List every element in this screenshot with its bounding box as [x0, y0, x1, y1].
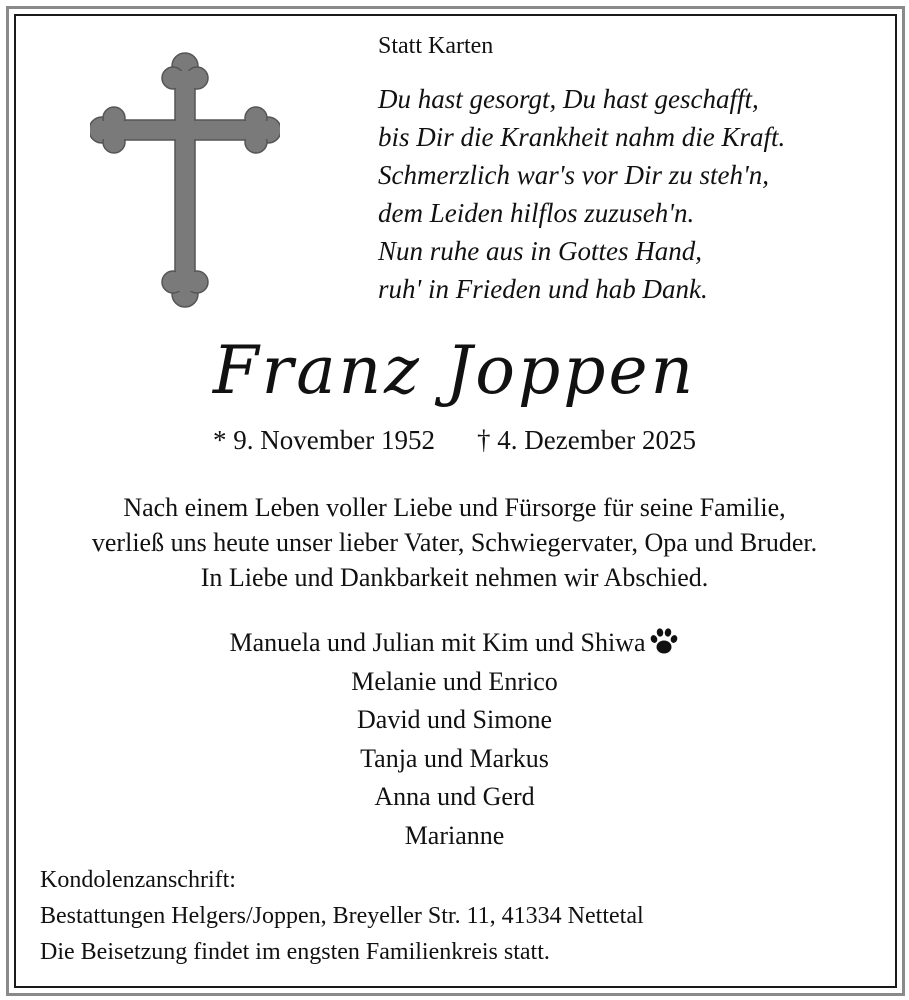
- mourner-entry: Anna und Gerd: [374, 782, 535, 811]
- poem-line: dem Leiden hilflos zuzuseh'n.: [378, 198, 695, 228]
- mourner-entry: Marianne: [404, 820, 505, 850]
- poem-line: ruh' in Frieden und hab Dank.: [378, 274, 708, 304]
- message-line: Nach einem Leben voller Liebe und Fürsorge für seine Familie,: [123, 493, 786, 522]
- message-line: verließ uns heute unser lieber Vater, Schwiegervater, Opa und Bruder.: [91, 528, 818, 557]
- poem-line: Du hast gesorgt, Du hast geschafft,: [378, 84, 759, 114]
- deceased-name: Franz Joppen: [212, 332, 697, 409]
- poem-line: bis Dir die Krankheit nahm die Kraft.: [378, 122, 786, 152]
- mourner-entry: Melanie und Enrico: [351, 666, 558, 696]
- statt-karten-heading: Statt Karten: [378, 33, 494, 59]
- message-line: In Liebe und Dankbarkeit nehmen wir Abschied.: [200, 563, 709, 592]
- poem-line: Schmerzlich war's vor Dir zu steh'n,: [378, 160, 770, 190]
- condolence-label: Kondolenzanschrift:: [40, 867, 236, 893]
- mourners-list: [0, 624, 909, 855]
- mourner-entry: Tanja und Markus: [360, 743, 549, 773]
- life-dates: [0, 422, 909, 458]
- death-date: † 4. Dezember 2025: [477, 425, 696, 455]
- poem-line: Nun ruhe aus in Gottes Hand,: [378, 236, 702, 266]
- burial-note: Die Beisetzung findet im engsten Familienkreis statt.: [40, 939, 550, 965]
- mourner-entry: David und Simone: [357, 705, 552, 734]
- birth-date: * 9. November 1952: [213, 425, 436, 455]
- poem: [378, 80, 785, 308]
- footer: [40, 862, 644, 970]
- mourner-name: Manuela und Julian mit Kim und Shiwa: [229, 628, 646, 657]
- paw-print-icon: [649, 626, 679, 656]
- mourner-entry: [0, 624, 909, 663]
- cross-icon: [90, 52, 280, 308]
- condolence-address: Bestattungen Helgers/Joppen, Breyeller Str. 11, 41334 Nettetal: [40, 903, 644, 929]
- farewell-message: [0, 490, 909, 595]
